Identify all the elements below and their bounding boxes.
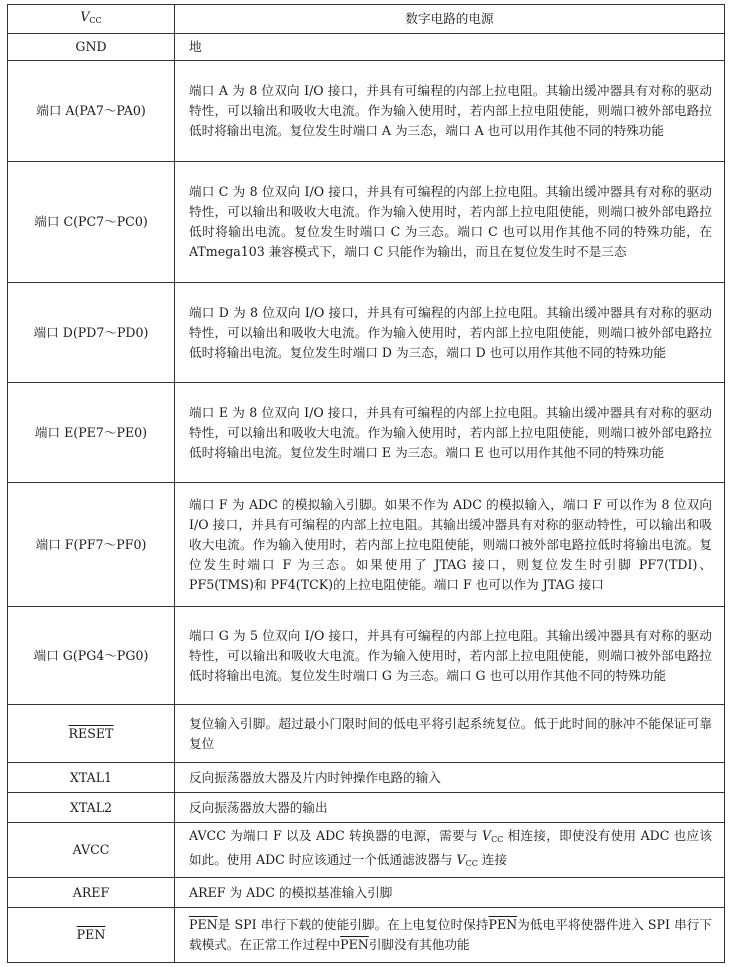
pin-name: 端口 A(PA7～PA0) xyxy=(8,61,175,162)
table-row xyxy=(8,383,725,483)
pin-description: $\overline{PEN}$是 SPI 串行下载的使能引脚。在上电复位时保持$\overline{PEN}$为低电平将使器件进入 SPI 串行下载模式。在正常工作过程中$\overline{PEN}$引脚没有其他功能 xyxy=(175,908,725,963)
pin-description: 端口 A 为 8 位双向 I/O 接口，并具有可编程的内部上拉电阻。其输出缓冲器具有对称的驱动特性，可以输出和吸收大电流。作为输入使用时，若内部上拉电阻使能，则端口被外部电路拉低时将输出电流。复位发生时端口 A 为三态，端口 A 也可以用作其他不同的特殊功能 xyxy=(175,61,725,162)
table-row xyxy=(8,908,725,963)
pin-name: 端口 D(PD7～PD0) xyxy=(8,283,175,383)
table-row xyxy=(8,483,725,607)
table-row xyxy=(8,793,725,823)
pin-description: 复位输入引脚。超过最小门限时间的低电平将引起系统复位。低于此时间的脉冲不能保证可靠复位 xyxy=(175,705,725,763)
pin-description-table xyxy=(7,4,725,963)
pin-name: AREF xyxy=(8,878,175,908)
pin-description: AREF 为 ADC 的模拟基准输入引脚 xyxy=(175,878,725,908)
pin-description: 地 xyxy=(175,34,725,61)
pin-name: GND xyxy=(8,34,175,61)
pin-name: AVCC xyxy=(8,823,175,878)
pin-description: 端口 E 为 8 位双向 I/O 接口，并具有可编程的内部上拉电阻。其输出缓冲器具有对称的驱动特性，可以输出和吸收大电流。作为输入使用时，若内部上拉电阻使能，则端口被外部电路拉低时将输出电流。复位发生时端口 E 为三态。端口 E 也可以用作其他不同的特殊功能 xyxy=(175,383,725,483)
pin-name: 端口 C(PC7～PC0) xyxy=(8,162,175,283)
pin-name: XTAL1 xyxy=(8,763,175,793)
pin-description: 反向振荡器放大器及片内时钟操作电路的输入 xyxy=(175,763,725,793)
table-row xyxy=(8,34,725,61)
header-pin-cell xyxy=(8,5,175,34)
table-row xyxy=(8,607,725,705)
pin-description: 端口 F 为 ADC 的模拟输入引脚。如果不作为 ADC 的模拟输入，端口 F 可以作为 8 位双向 I/O 接口，并具有可编程的内部上拉电阻。其输出缓冲器具有对称的驱动特性，可以输出和吸收大电流。作为输入使用时，若内部上拉电阻使能，则端口被外部电路拉低时将输出电流。复位发生时端口 F 为三态。如果使用了 JTAG 接口，则复位发生时引脚 PF7(TDI)、PF5(TMS)和 PF4(TCK)的上拉电阻使能。端口 F 也可以作为 JTAG 接口 xyxy=(175,483,725,607)
table-header-row xyxy=(8,5,725,34)
pin-name: RESET xyxy=(68,725,114,741)
pin-name: XTAL2 xyxy=(8,793,175,823)
vcc-symbol: V xyxy=(80,9,90,24)
table-row xyxy=(8,878,725,908)
table-row xyxy=(8,61,725,162)
pin-description: 反向振荡器放大器的输出 xyxy=(175,793,725,823)
table-row xyxy=(8,283,725,383)
pin-description: 端口 G 为 5 位双向 I/O 接口，并具有可编程的内部上拉电阻。其输出缓冲器具有对称的驱动特性，可以输出和吸收大电流。作为输入使用时，若内部上拉电阻使能，则端口被外部电路拉低时将输出电流。复位发生时端口 G 为三态。端口 G 也可以用作其他不同的特殊功能 xyxy=(175,607,725,705)
pin-description: AVCC 为端口 F 以及 ADC 转换器的电源，需要与 $V_{CC}$ 相连接，即使没有使用 ADC 也应该如此。使用 ADC 时应该通过一个低通滤波器与 $V_{CC}$ 连接 xyxy=(175,823,725,878)
pin-name: 端口 G(PG4～PG0) xyxy=(8,607,175,705)
pin-description: 端口 D 为 8 位双向 I/O 接口，并具有可编程的内部上拉电阻。其输出缓冲器具有对称的驱动特性，可以输出和吸收大电流。作为输入使用时，若内部上拉电阻使能，则端口被外部电路拉低时将输出电流。复位发生时端口 D 为三态，端口 D 也可以用作其他不同的特殊功能 xyxy=(175,283,725,383)
pin-name: $\overline{PEN}$ xyxy=(76,927,106,942)
vcc-subscript: CC xyxy=(89,16,102,25)
pin-name: 端口 E(PE7～PE0) xyxy=(8,383,175,483)
table-row xyxy=(8,823,725,878)
table-row xyxy=(8,763,725,793)
header-desc-cell: 数字电路的电源 xyxy=(175,5,725,34)
table-row xyxy=(8,162,725,283)
pin-description: 端口 C 为 8 位双向 I/O 接口，并具有可编程的内部上拉电阻。其输出缓冲器具有对称的驱动特性，可以输出和吸收大电流。作为输入使用时，若内部上拉电阻使能，则端口被外部电路拉低时将输出电流。复位发生时端口 C 为三态。端口 C 也可以用作其他不同的特殊功能，在 ATmega103 兼容模式下，端口 C 只能作为输出，而且在复位发生时不是三态 xyxy=(175,162,725,283)
table-row xyxy=(8,705,725,763)
pin-name: 端口 F(PF7～PF0) xyxy=(8,483,175,607)
